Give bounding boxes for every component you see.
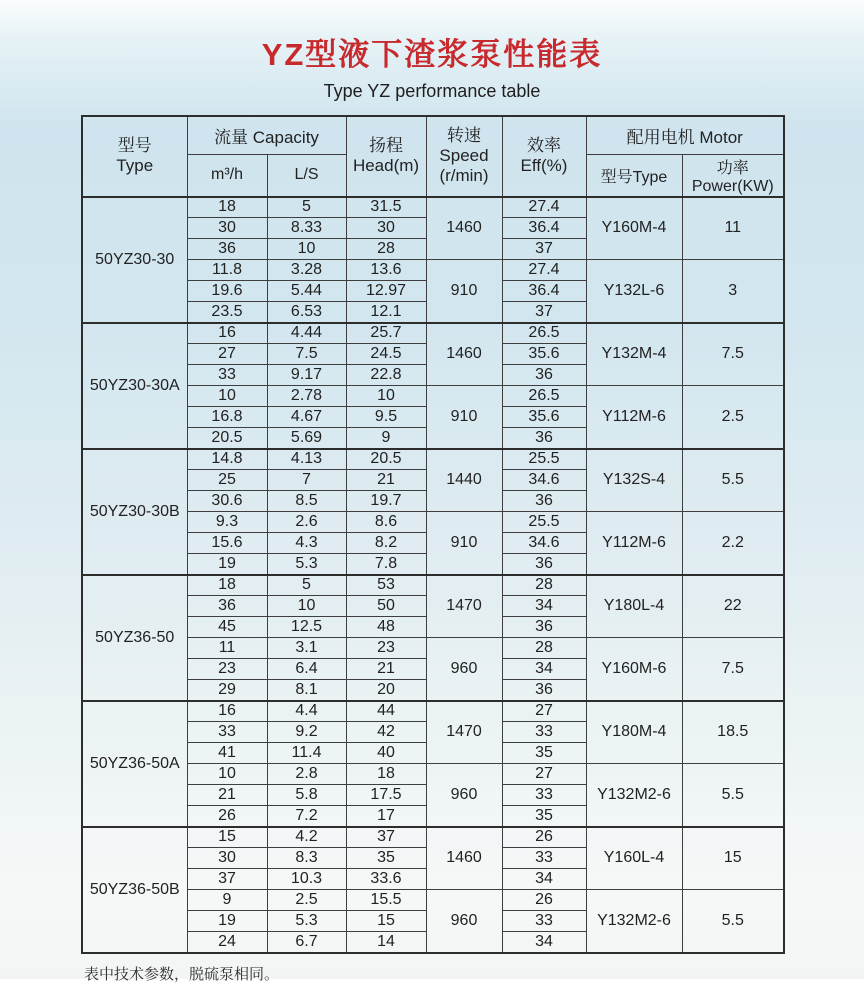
capacity-m3h-cell: 30 <box>187 848 267 869</box>
head-cell: 28 <box>346 239 426 260</box>
eff-cell: 36 <box>502 365 586 386</box>
capacity-m3h-cell: 11 <box>187 638 267 659</box>
capacity-ls-cell: 10 <box>267 239 346 260</box>
eff-cell: 33 <box>502 911 586 932</box>
capacity-m3h-cell: 14.8 <box>187 449 267 470</box>
head-cell: 12.1 <box>346 302 426 323</box>
capacity-m3h-cell: 21 <box>187 785 267 806</box>
eff-cell: 28 <box>502 638 586 659</box>
header-model <box>82 116 187 197</box>
motor-type-cell: Y132S-4 <box>586 449 682 512</box>
capacity-ls-cell: 8.3 <box>267 848 346 869</box>
head-cell: 35 <box>346 848 426 869</box>
speed-cell: 1440 <box>426 449 502 512</box>
header-eff-zh: 效率 <box>527 136 561 156</box>
capacity-ls-cell: 9.17 <box>267 365 346 386</box>
eff-cell: 26 <box>502 827 586 848</box>
capacity-ls-cell: 9.2 <box>267 722 346 743</box>
motor-type-cell: Y132M-4 <box>586 323 682 386</box>
capacity-ls-cell: 6.53 <box>267 302 346 323</box>
model-cell: 50YZ36-50B <box>82 827 187 953</box>
page-title: YZ型液下渣浆泵性能表 <box>261 37 603 72</box>
capacity-m3h-cell: 33 <box>187 365 267 386</box>
speed-cell: 960 <box>426 638 502 701</box>
capacity-ls-cell: 5.8 <box>267 785 346 806</box>
capacity-m3h-cell: 20.5 <box>187 428 267 449</box>
motor-type-cell: Y132L-6 <box>586 260 682 323</box>
header-speed-unit: (r/min) <box>439 166 489 186</box>
table-header <box>82 116 784 197</box>
capacity-m3h-cell: 23 <box>187 659 267 680</box>
model-group <box>82 197 784 323</box>
speed-cell: 910 <box>426 260 502 323</box>
head-cell: 40 <box>346 743 426 764</box>
head-cell: 7.8 <box>346 554 426 575</box>
capacity-ls-cell: 5.3 <box>267 554 346 575</box>
speed-cell: 1470 <box>426 701 502 764</box>
speed-cell: 1460 <box>426 323 502 386</box>
head-cell: 44 <box>346 701 426 722</box>
capacity-ls-cell: 10 <box>267 596 346 617</box>
performance-table <box>81 115 785 954</box>
head-cell: 8.6 <box>346 512 426 533</box>
capacity-ls-cell: 2.8 <box>267 764 346 785</box>
header-head-en: Head(m) <box>352 156 420 176</box>
motor-power-cell: 2.5 <box>682 386 784 449</box>
header-motor-group: 配用电机 Motor <box>586 116 784 154</box>
eff-cell: 34 <box>502 869 586 890</box>
eff-cell: 34.6 <box>502 470 586 491</box>
capacity-ls-cell: 5 <box>267 197 346 218</box>
eff-cell: 36 <box>502 617 586 638</box>
motor-power-cell: 7.5 <box>682 638 784 701</box>
head-cell: 33.6 <box>346 869 426 890</box>
capacity-ls-cell: 4.4 <box>267 701 346 722</box>
eff-cell: 25.5 <box>502 512 586 533</box>
model-group <box>82 827 784 953</box>
header-row-1 <box>82 116 784 154</box>
capacity-ls-cell: 5.69 <box>267 428 346 449</box>
capacity-m3h-cell: 33 <box>187 722 267 743</box>
capacity-ls-cell: 6.4 <box>267 659 346 680</box>
head-cell: 48 <box>346 617 426 638</box>
capacity-m3h-cell: 9 <box>187 890 267 911</box>
table-row <box>82 890 784 911</box>
head-cell: 17 <box>346 806 426 827</box>
motor-type-cell: Y112M-6 <box>586 386 682 449</box>
capacity-m3h-cell: 19 <box>187 911 267 932</box>
capacity-ls-cell: 8.5 <box>267 491 346 512</box>
eff-cell: 33 <box>502 722 586 743</box>
motor-power-cell: 5.5 <box>682 890 784 953</box>
capacity-ls-cell: 4.2 <box>267 827 346 848</box>
head-cell: 31.5 <box>346 197 426 218</box>
eff-cell: 34 <box>502 659 586 680</box>
capacity-m3h-cell: 45 <box>187 617 267 638</box>
eff-cell: 26.5 <box>502 323 586 344</box>
capacity-ls-cell: 3.1 <box>267 638 346 659</box>
head-cell: 19.7 <box>346 491 426 512</box>
capacity-ls-cell: 3.28 <box>267 260 346 281</box>
head-cell: 17.5 <box>346 785 426 806</box>
capacity-m3h-cell: 30 <box>187 218 267 239</box>
table-row <box>82 827 784 848</box>
capacity-ls-cell: 4.13 <box>267 449 346 470</box>
capacity-m3h-cell: 11.8 <box>187 260 267 281</box>
head-cell: 20 <box>346 680 426 701</box>
capacity-ls-cell: 5 <box>267 575 346 596</box>
table-row <box>82 764 784 785</box>
table-row <box>82 197 784 218</box>
capacity-m3h-cell: 10 <box>187 386 267 407</box>
motor-power-cell: 15 <box>682 827 784 890</box>
model-group <box>82 449 784 575</box>
motor-type-cell: Y160M-6 <box>586 638 682 701</box>
eff-cell: 27 <box>502 764 586 785</box>
eff-cell: 27 <box>502 701 586 722</box>
eff-cell: 36 <box>502 680 586 701</box>
head-cell: 9.5 <box>346 407 426 428</box>
capacity-ls-cell: 5.3 <box>267 911 346 932</box>
capacity-m3h-cell: 10 <box>187 764 267 785</box>
header-capacity-ls: L/S <box>267 154 346 197</box>
motor-power-cell: 2.2 <box>682 512 784 575</box>
motor-type-cell: Y160M-4 <box>586 197 682 260</box>
capacity-m3h-cell: 27 <box>187 344 267 365</box>
eff-cell: 35 <box>502 806 586 827</box>
header-capacity-m3h: m³/h <box>187 154 267 197</box>
header-speed <box>426 116 502 197</box>
page-subtitle: Type YZ performance table <box>323 81 541 101</box>
model-group <box>82 575 784 701</box>
motor-power-cell: 22 <box>682 575 784 638</box>
capacity-m3h-cell: 23.5 <box>187 302 267 323</box>
capacity-m3h-cell: 18 <box>187 575 267 596</box>
capacity-ls-cell: 5.44 <box>267 281 346 302</box>
motor-type-cell: Y160L-4 <box>586 827 682 890</box>
capacity-ls-cell: 4.3 <box>267 533 346 554</box>
head-cell: 18 <box>346 764 426 785</box>
capacity-ls-cell: 7.2 <box>267 806 346 827</box>
eff-cell: 25.5 <box>502 449 586 470</box>
speed-cell: 1470 <box>426 575 502 638</box>
table-row <box>82 512 784 533</box>
speed-cell: 910 <box>426 386 502 449</box>
footer-note: 表中技术参数，脱硫泵相同。 <box>84 965 280 983</box>
table-row <box>82 323 784 344</box>
motor-power-cell: 18.5 <box>682 701 784 764</box>
motor-power-cell: 7.5 <box>682 323 784 386</box>
head-cell: 13.6 <box>346 260 426 281</box>
eff-cell: 34 <box>502 596 586 617</box>
eff-cell: 34 <box>502 932 586 953</box>
capacity-m3h-cell: 16.8 <box>187 407 267 428</box>
head-cell: 21 <box>346 470 426 491</box>
model-group <box>82 323 784 449</box>
head-cell: 24.5 <box>346 344 426 365</box>
capacity-m3h-cell: 30.6 <box>187 491 267 512</box>
eff-cell: 36 <box>502 428 586 449</box>
head-cell: 14 <box>346 932 426 953</box>
speed-cell: 1460 <box>426 197 502 260</box>
head-cell: 22.8 <box>346 365 426 386</box>
motor-type-cell: Y180L-4 <box>586 575 682 638</box>
capacity-m3h-cell: 15.6 <box>187 533 267 554</box>
header-head <box>346 116 426 197</box>
speed-cell: 910 <box>426 512 502 575</box>
motor-type-cell: Y112M-6 <box>586 512 682 575</box>
eff-cell: 35.6 <box>502 344 586 365</box>
head-cell: 42 <box>346 722 426 743</box>
capacity-ls-cell: 12.5 <box>267 617 346 638</box>
head-cell: 21 <box>346 659 426 680</box>
capacity-m3h-cell: 36 <box>187 239 267 260</box>
model-cell: 50YZ30-30 <box>82 197 187 323</box>
eff-cell: 26.5 <box>502 386 586 407</box>
head-cell: 10 <box>346 386 426 407</box>
model-cell: 50YZ36-50A <box>82 701 187 827</box>
capacity-ls-cell: 2.6 <box>267 512 346 533</box>
model-cell: 50YZ30-30B <box>82 449 187 575</box>
eff-cell: 36 <box>502 491 586 512</box>
eff-cell: 34.6 <box>502 533 586 554</box>
capacity-m3h-cell: 16 <box>187 323 267 344</box>
eff-cell: 27.4 <box>502 197 586 218</box>
header-eff <box>502 116 586 197</box>
capacity-m3h-cell: 19.6 <box>187 281 267 302</box>
model-cell: 50YZ36-50 <box>82 575 187 701</box>
head-cell: 25.7 <box>346 323 426 344</box>
capacity-m3h-cell: 36 <box>187 596 267 617</box>
head-cell: 15.5 <box>346 890 426 911</box>
head-cell: 15 <box>346 911 426 932</box>
capacity-ls-cell: 7.5 <box>267 344 346 365</box>
head-cell: 8.2 <box>346 533 426 554</box>
head-cell: 53 <box>346 575 426 596</box>
eff-cell: 35.6 <box>502 407 586 428</box>
eff-cell: 37 <box>502 239 586 260</box>
head-cell: 23 <box>346 638 426 659</box>
motor-power-cell: 3 <box>682 260 784 323</box>
table-row <box>82 638 784 659</box>
table-row <box>82 701 784 722</box>
eff-cell: 33 <box>502 785 586 806</box>
capacity-ls-cell: 8.1 <box>267 680 346 701</box>
head-cell: 37 <box>346 827 426 848</box>
capacity-ls-cell: 2.5 <box>267 890 346 911</box>
header-model-en: Type <box>116 156 154 176</box>
capacity-m3h-cell: 24 <box>187 932 267 953</box>
speed-cell: 1460 <box>426 827 502 890</box>
head-cell: 9 <box>346 428 426 449</box>
capacity-ls-cell: 8.33 <box>267 218 346 239</box>
header-capacity-group: 流量 Capacity <box>187 116 346 154</box>
capacity-m3h-cell: 41 <box>187 743 267 764</box>
header-speed-zh: 转速 <box>447 126 481 146</box>
eff-cell: 36 <box>502 554 586 575</box>
eff-cell: 35 <box>502 743 586 764</box>
capacity-m3h-cell: 26 <box>187 806 267 827</box>
capacity-ls-cell: 4.44 <box>267 323 346 344</box>
capacity-m3h-cell: 18 <box>187 197 267 218</box>
table-row <box>82 386 784 407</box>
eff-cell: 37 <box>502 302 586 323</box>
table-row <box>82 449 784 470</box>
header-eff-en: Eff(%) <box>520 156 568 176</box>
head-cell: 30 <box>346 218 426 239</box>
head-cell: 20.5 <box>346 449 426 470</box>
eff-cell: 28 <box>502 575 586 596</box>
head-cell: 12.97 <box>346 281 426 302</box>
model-cell: 50YZ30-30A <box>82 323 187 449</box>
head-cell: 50 <box>346 596 426 617</box>
capacity-ls-cell: 11.4 <box>267 743 346 764</box>
model-group <box>82 701 784 827</box>
eff-cell: 36.4 <box>502 281 586 302</box>
capacity-m3h-cell: 15 <box>187 827 267 848</box>
capacity-ls-cell: 2.78 <box>267 386 346 407</box>
header-motor-type: 型号Type <box>586 154 682 197</box>
capacity-m3h-cell: 9.3 <box>187 512 267 533</box>
motor-power-cell: 5.5 <box>682 449 784 512</box>
motor-type-cell: Y180M-4 <box>586 701 682 764</box>
eff-cell: 27.4 <box>502 260 586 281</box>
eff-cell: 36.4 <box>502 218 586 239</box>
header-motor-power: 功率Power(KW) <box>682 154 784 197</box>
table-row <box>82 260 784 281</box>
eff-cell: 26 <box>502 890 586 911</box>
header-model-zh: 型号 <box>117 136 152 156</box>
motor-type-cell: Y132M2-6 <box>586 890 682 953</box>
motor-power-cell: 5.5 <box>682 764 784 827</box>
motor-type-cell: Y132M2-6 <box>586 764 682 827</box>
header-head-zh: 扬程 <box>369 136 403 156</box>
capacity-ls-cell: 6.7 <box>267 932 346 953</box>
capacity-ls-cell: 7 <box>267 470 346 491</box>
capacity-ls-cell: 4.67 <box>267 407 346 428</box>
capacity-m3h-cell: 16 <box>187 701 267 722</box>
capacity-m3h-cell: 19 <box>187 554 267 575</box>
capacity-m3h-cell: 37 <box>187 869 267 890</box>
speed-cell: 960 <box>426 890 502 953</box>
motor-power-cell: 11 <box>682 197 784 260</box>
eff-cell: 33 <box>502 848 586 869</box>
capacity-m3h-cell: 29 <box>187 680 267 701</box>
speed-cell: 960 <box>426 764 502 827</box>
header-speed-en: Speed <box>439 146 489 166</box>
table-row <box>82 575 784 596</box>
capacity-m3h-cell: 25 <box>187 470 267 491</box>
capacity-ls-cell: 10.3 <box>267 869 346 890</box>
